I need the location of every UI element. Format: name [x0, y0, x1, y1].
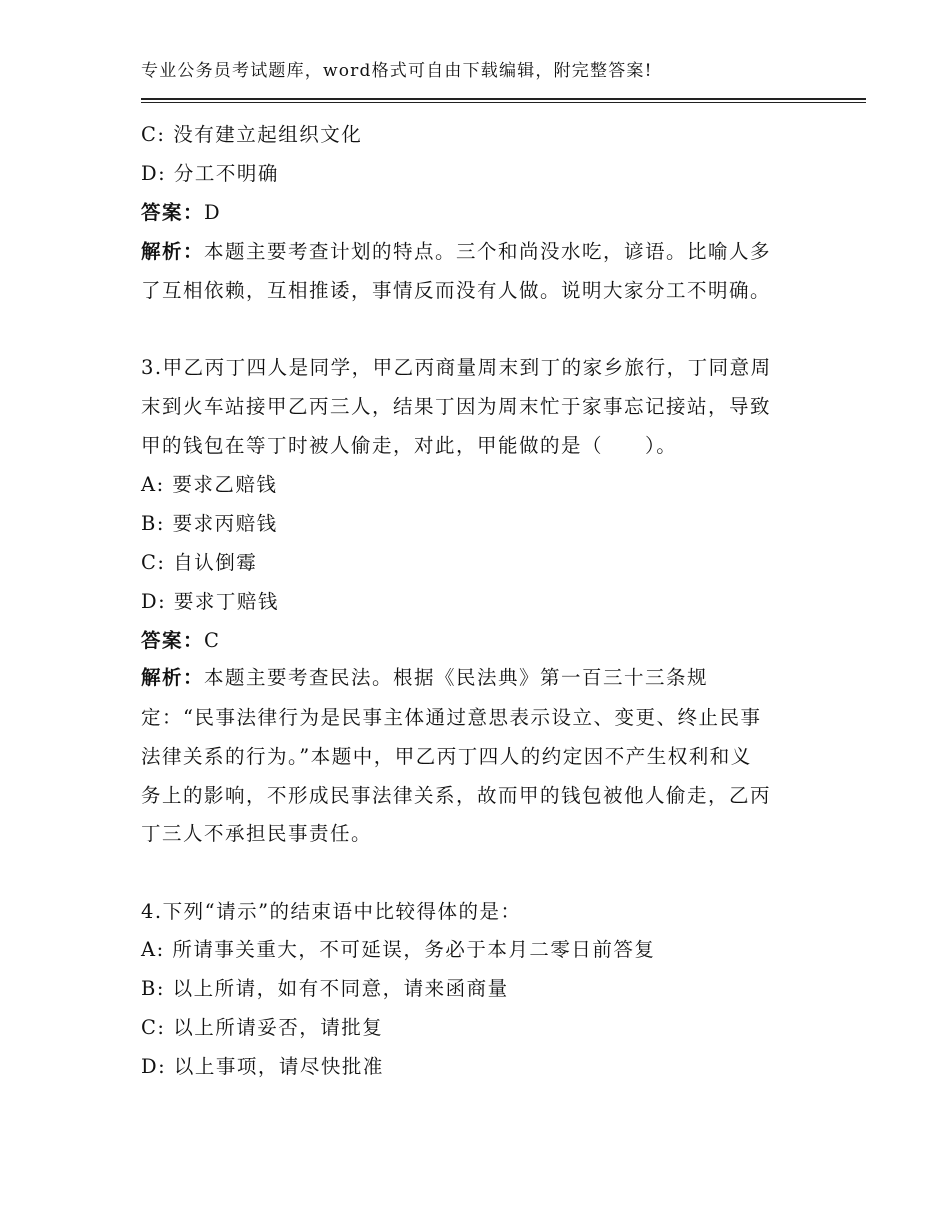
- q3-stem-line-1: 3.甲乙丙丁四人是同学，甲乙丙商量周末到丁的家乡旅行，丁同意周: [141, 356, 772, 379]
- q3-analysis-line-2: 定：“民事法律行为是民事主体通过意思表示设立、变更、终止民事: [141, 706, 762, 729]
- q3-analysis-label: 解析：: [141, 666, 205, 689]
- header-rule-thick: [141, 98, 866, 100]
- header-rule-thin: [141, 102, 866, 103]
- q2-analysis-label: 解析：: [141, 240, 205, 263]
- q3-answer: [141, 628, 220, 654]
- q4-option-b: B: 以上所请，如有不同意，请来函商量: [141, 977, 509, 1000]
- q2-answer-value: D: [204, 201, 222, 224]
- q2-answer-label: 答案：: [141, 201, 205, 224]
- q3-option-d: D: 要求丁赔钱: [141, 590, 279, 613]
- header-text: 专业公务员考试题库，word格式可自由下载编辑，附完整答案!: [141, 61, 653, 81]
- q3-option-c: C: 自认倒霉: [141, 551, 258, 574]
- q2-analysis-text: 本题主要考查计划的特点。三个和尚没水吃，谚语。比喻人多: [204, 240, 772, 263]
- q3-option-b: B: 要求丙赔钱: [141, 512, 278, 535]
- q2-option-d: D: 分工不明确: [141, 162, 279, 185]
- q3-analysis-text: 本题主要考查民法。根据《民法典》第一百三十三条规: [204, 666, 709, 689]
- q3-answer-label: 答案：: [141, 629, 205, 652]
- q3-answer-value: C: [204, 629, 221, 652]
- q3-analysis-line-3: 法律关系的行为。”本题中，甲乙丙丁四人的约定因不产生权利和义: [141, 745, 752, 768]
- q2-analysis-line-1: [141, 239, 771, 265]
- q3-stem-line-2: 末到火车站接甲乙丙三人，结果丁因为周末忙于家事忘记接站，导致: [141, 395, 772, 418]
- q4-option-c: C: 以上所请妥否，请批复: [141, 1016, 384, 1039]
- q2-analysis-line-2: 了互相依赖，互相推诿，事情反而没有人做。说明大家分工不明确。: [141, 279, 772, 302]
- q3-analysis-line-1: [141, 665, 708, 691]
- q3-stem-line-3: 甲的钱包在等丁时被人偷走，对此，甲能做的是（ ）。: [141, 434, 678, 457]
- q3-analysis-line-4: 务上的影响，不形成民事法律关系，故而甲的钱包被他人偷走，乙丙: [141, 784, 772, 807]
- q4-stem: 4.下列“请示”的结束语中比较得体的是：: [141, 900, 522, 923]
- q4-option-d: D: 以上事项，请尽快批准: [141, 1055, 384, 1078]
- q3-option-a: A: 要求乙赔钱: [141, 473, 278, 496]
- q4-option-a: A: 所请事关重大，不可延误，务必于本月二零日前答复: [141, 938, 656, 961]
- q2-answer: [141, 200, 221, 226]
- q2-option-c: C: 没有建立起组织文化: [141, 123, 363, 146]
- q3-analysis-line-5: 丁三人不承担民事责任。: [141, 822, 373, 845]
